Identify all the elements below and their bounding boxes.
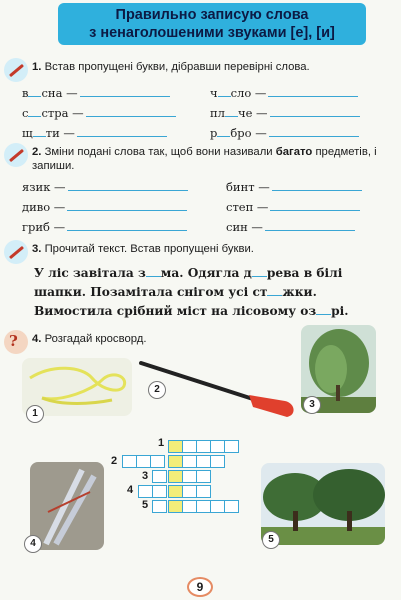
letter-blank[interactable] [28, 107, 41, 117]
page-number: 9 [187, 577, 213, 597]
task-2-row-1-right[interactable]: бинт — [226, 180, 362, 194]
task-1-header [4, 58, 387, 82]
task-3-header [4, 240, 387, 264]
answer-line[interactable] [80, 87, 170, 97]
crossword-cell[interactable] [182, 470, 197, 483]
letter-blank[interactable] [225, 107, 238, 117]
picture-badge-2: 2 [148, 381, 166, 399]
title-line-2: з ненаголошеними звуками [е], [и] [89, 25, 335, 41]
task-2-instruction: 2. Зміни подані слова так, щоб вони називали багато предметів, і запиши. [32, 146, 377, 172]
letter-blank[interactable] [146, 266, 161, 277]
answer-line[interactable] [268, 87, 358, 97]
task-2-header [4, 143, 387, 173]
task-3-story: У ліс завітала з ма. Одягла д рева в білі шапки. Позамітала снігом усі ст жки. Вимостила срібний міст на лісовому оз рі. [34, 266, 349, 318]
letter-blank[interactable] [218, 87, 231, 97]
crossword-cell[interactable] [168, 500, 183, 513]
crossword-cell[interactable] [182, 500, 197, 513]
crossword-cell[interactable] [196, 470, 211, 483]
picture-badge-3: 3 [303, 396, 321, 414]
crossword-cell[interactable] [210, 455, 225, 468]
task-2-row-2-left[interactable]: диво — [22, 200, 187, 214]
picture-badge-1: 1 [26, 405, 44, 423]
letter-blank[interactable] [33, 127, 46, 137]
crossword-cell[interactable] [196, 500, 211, 513]
task-3-instruction: 3. Прочитай текст. Встав пропущені букви. [32, 243, 254, 255]
task-2-row-3-left[interactable]: гриб — [22, 220, 187, 234]
page-title [58, 3, 366, 45]
task-1-instruction: 1. Встав пропущені букви, дібравши перевірні слова. [32, 61, 310, 73]
crossword-cell[interactable] [182, 485, 197, 498]
answer-line[interactable] [265, 221, 355, 231]
pencil-icon [4, 58, 28, 82]
task-1-row-2-right[interactable]: пл че — [210, 106, 360, 120]
picture-badge-5: 5 [262, 531, 280, 549]
task-1-row-3-left[interactable]: щ ти — [22, 126, 167, 140]
answer-line[interactable] [269, 127, 359, 137]
crossword-number-4: 4 [127, 484, 134, 496]
crossword-cell[interactable] [138, 485, 153, 498]
crossword-cell[interactable] [182, 455, 197, 468]
pencil-icon [4, 143, 28, 167]
letter-blank[interactable] [316, 304, 331, 315]
task-2-row-3-right[interactable]: син — [226, 220, 355, 234]
answer-line[interactable] [86, 107, 176, 117]
crossword-cell[interactable] [152, 470, 167, 483]
task-2-row-2-right[interactable]: степ — [226, 200, 360, 214]
crossword-number-1: 1 [158, 437, 165, 449]
letter-blank[interactable] [28, 87, 41, 97]
skis-picture [30, 462, 104, 550]
answer-line[interactable] [272, 181, 362, 191]
crossword-cell[interactable] [168, 470, 183, 483]
answer-line[interactable] [68, 181, 188, 191]
letter-blank[interactable] [217, 127, 230, 137]
task-1-row-1-right[interactable]: ч сло — [210, 86, 358, 100]
crossword-cell[interactable] [168, 455, 183, 468]
crossword-cell[interactable] [150, 455, 165, 468]
crossword-cell[interactable] [210, 500, 225, 513]
crossword-cell[interactable] [196, 455, 211, 468]
crossword-cell[interactable] [224, 440, 239, 453]
crossword-cell[interactable] [196, 485, 211, 498]
task-1-row-2-left[interactable]: с стра — [22, 106, 176, 120]
answer-line[interactable] [270, 201, 360, 211]
crossword-number-5: 5 [142, 499, 149, 511]
crossword-number-3: 3 [142, 470, 149, 482]
title-line-1: Правильно записую слова [115, 7, 309, 23]
answer-line[interactable] [270, 107, 360, 117]
pencil-icon [4, 240, 28, 264]
crossword-cell[interactable] [196, 440, 211, 453]
picture-badge-4: 4 [24, 535, 42, 553]
oak-picture [261, 463, 385, 545]
letter-blank[interactable] [252, 266, 267, 277]
crossword-cell[interactable] [136, 455, 151, 468]
skis-icon [30, 462, 104, 550]
crossword-number-2: 2 [111, 455, 118, 467]
crossword-cell[interactable] [152, 500, 167, 513]
answer-line[interactable] [67, 221, 187, 231]
question-icon: ? [4, 330, 28, 354]
trees-icon [261, 463, 385, 545]
answer-line[interactable] [77, 127, 167, 137]
crossword-cell[interactable] [168, 485, 183, 498]
answer-line[interactable] [67, 201, 187, 211]
task-1-row-1-left[interactable]: в сна — [22, 86, 170, 100]
letter-blank[interactable] [267, 285, 282, 296]
crossword-cell[interactable] [210, 440, 225, 453]
crossword-cell[interactable] [168, 440, 183, 453]
crossword-cell[interactable] [224, 500, 239, 513]
task-4-instruction: 4. Розгадай кросворд. [32, 333, 147, 345]
task-1-row-3-right[interactable]: р бро — [210, 126, 359, 140]
crossword-cell[interactable] [182, 440, 197, 453]
crossword-cell[interactable] [152, 485, 167, 498]
crossword-cell[interactable] [122, 455, 137, 468]
task-2-row-1-left[interactable]: язик — [22, 180, 188, 194]
